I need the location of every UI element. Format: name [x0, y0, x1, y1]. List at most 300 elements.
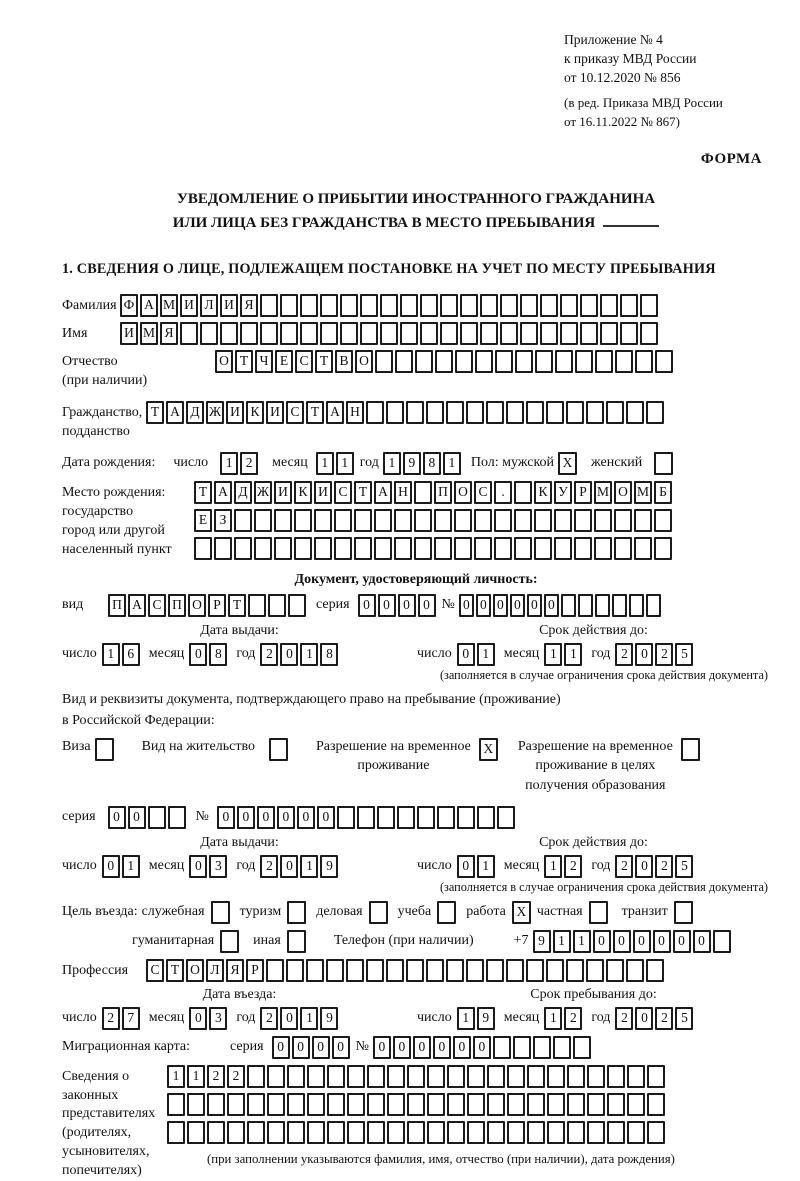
char-box[interactable] — [560, 294, 578, 317]
char-box[interactable] — [440, 322, 458, 345]
char-box[interactable] — [434, 509, 452, 532]
char-box[interactable]: Д — [234, 481, 252, 504]
purpose-gumanitarnaya-checkbox[interactable] — [220, 930, 239, 953]
char-box[interactable]: Н — [394, 481, 412, 504]
char-box[interactable]: 1 — [300, 1007, 318, 1030]
char-box[interactable]: 0 — [317, 806, 335, 829]
char-box[interactable]: 0 — [102, 855, 120, 878]
doc-kind-field[interactable] — [108, 594, 308, 617]
char-box[interactable]: И — [274, 481, 292, 504]
char-box[interactable] — [507, 1121, 525, 1144]
char-box[interactable] — [515, 350, 533, 373]
char-box[interactable]: А — [140, 294, 158, 317]
char-box[interactable]: М — [594, 481, 612, 504]
char-box[interactable] — [414, 537, 432, 560]
char-box[interactable]: 0 — [217, 806, 235, 829]
char-box[interactable]: К — [534, 481, 552, 504]
char-box[interactable] — [326, 959, 344, 982]
char-box[interactable]: 0 — [297, 806, 315, 829]
char-box[interactable] — [380, 322, 398, 345]
char-box[interactable]: И — [180, 294, 198, 317]
char-box[interactable]: 9 — [533, 930, 551, 953]
issue-year-field[interactable] — [260, 643, 340, 666]
char-box[interactable]: Т — [228, 594, 246, 617]
char-box[interactable] — [167, 1093, 185, 1116]
char-box[interactable]: П — [108, 594, 126, 617]
char-box[interactable] — [507, 1093, 525, 1116]
char-box[interactable] — [406, 959, 424, 982]
char-box[interactable] — [414, 509, 432, 532]
char-box[interactable]: О — [215, 350, 233, 373]
char-box[interactable] — [234, 537, 252, 560]
char-box[interactable] — [227, 1093, 245, 1116]
char-box[interactable] — [514, 509, 532, 532]
char-box[interactable] — [360, 322, 378, 345]
char-box[interactable] — [167, 1121, 185, 1144]
birthplace-field-row2[interactable] — [194, 509, 674, 532]
res-valid-day-field[interactable] — [457, 855, 497, 878]
char-box[interactable]: М — [160, 294, 178, 317]
char-box[interactable]: 0 — [457, 855, 475, 878]
char-box[interactable]: П — [168, 594, 186, 617]
char-box[interactable] — [387, 1065, 405, 1088]
char-box[interactable] — [494, 537, 512, 560]
char-box[interactable]: 1 — [544, 1007, 562, 1030]
char-box[interactable] — [647, 1065, 665, 1088]
char-box[interactable] — [460, 294, 478, 317]
char-box[interactable] — [214, 537, 232, 560]
char-box[interactable]: Я — [160, 322, 178, 345]
visa-checkbox[interactable] — [95, 738, 114, 761]
char-box[interactable]: 2 — [615, 855, 633, 878]
purpose-rabota-checkbox[interactable]: X — [512, 901, 531, 924]
char-box[interactable] — [497, 806, 515, 829]
name-field[interactable] — [120, 322, 660, 345]
char-box[interactable] — [427, 1065, 445, 1088]
char-box[interactable] — [500, 322, 518, 345]
char-box[interactable]: О — [614, 481, 632, 504]
char-box[interactable] — [467, 1065, 485, 1088]
char-box[interactable] — [280, 294, 298, 317]
char-box[interactable] — [567, 1065, 585, 1088]
char-box[interactable] — [400, 322, 418, 345]
char-box[interactable] — [646, 959, 664, 982]
char-box[interactable] — [514, 481, 532, 504]
char-box[interactable]: Ж — [254, 481, 272, 504]
char-box[interactable]: 0 — [189, 1007, 207, 1030]
char-box[interactable] — [647, 1093, 665, 1116]
char-box[interactable] — [287, 1065, 305, 1088]
char-box[interactable]: 1 — [336, 452, 354, 475]
char-box[interactable]: 2 — [655, 643, 673, 666]
char-box[interactable] — [647, 1121, 665, 1144]
char-box[interactable] — [566, 401, 584, 424]
char-box[interactable] — [573, 1036, 591, 1059]
char-box[interactable] — [366, 959, 384, 982]
char-box[interactable] — [377, 806, 395, 829]
char-box[interactable]: Т — [166, 959, 184, 982]
char-box[interactable] — [606, 959, 624, 982]
char-box[interactable] — [595, 350, 613, 373]
char-box[interactable] — [506, 959, 524, 982]
char-box[interactable]: Р — [246, 959, 264, 982]
char-box[interactable]: 8 — [320, 643, 338, 666]
char-box[interactable] — [467, 1121, 485, 1144]
char-box[interactable] — [274, 537, 292, 560]
profession-field[interactable] — [146, 959, 666, 982]
char-box[interactable] — [480, 294, 498, 317]
char-box[interactable] — [334, 537, 352, 560]
char-box[interactable] — [566, 959, 584, 982]
char-box[interactable] — [287, 1093, 305, 1116]
char-box[interactable] — [426, 959, 444, 982]
char-box[interactable] — [655, 350, 673, 373]
phone-field[interactable] — [533, 930, 733, 953]
char-box[interactable] — [634, 537, 652, 560]
purpose-sluzhebnaya-checkbox[interactable] — [211, 901, 230, 924]
char-box[interactable] — [427, 1121, 445, 1144]
char-box[interactable]: 2 — [615, 1007, 633, 1030]
res-valid-month-field[interactable] — [544, 855, 584, 878]
char-box[interactable]: Е — [275, 350, 293, 373]
surname-field[interactable] — [120, 294, 660, 317]
char-box[interactable] — [266, 959, 284, 982]
char-box[interactable]: 0 — [476, 594, 491, 617]
representatives-field-row3[interactable] — [167, 1121, 675, 1144]
char-box[interactable]: 1 — [102, 643, 120, 666]
char-box[interactable] — [387, 1093, 405, 1116]
representatives-field-row2[interactable] — [167, 1093, 675, 1116]
char-box[interactable]: Л — [200, 294, 218, 317]
char-box[interactable] — [374, 509, 392, 532]
char-box[interactable]: 0 — [653, 930, 671, 953]
char-box[interactable] — [347, 1065, 365, 1088]
char-box[interactable]: 9 — [320, 1007, 338, 1030]
char-box[interactable]: 0 — [635, 855, 653, 878]
char-box[interactable]: Я — [240, 294, 258, 317]
char-box[interactable] — [340, 294, 358, 317]
char-box[interactable] — [406, 401, 424, 424]
res-issue-day-field[interactable] — [102, 855, 142, 878]
char-box[interactable] — [487, 1121, 505, 1144]
char-box[interactable]: 0 — [108, 806, 126, 829]
char-box[interactable] — [417, 806, 435, 829]
birthplace-field-row3[interactable] — [194, 537, 674, 560]
char-box[interactable] — [294, 537, 312, 560]
char-box[interactable]: О — [355, 350, 373, 373]
char-box[interactable]: 0 — [473, 1036, 491, 1059]
char-box[interactable]: 0 — [527, 594, 542, 617]
char-box[interactable]: К — [246, 401, 264, 424]
issue-day-field[interactable] — [102, 643, 142, 666]
char-box[interactable]: 1 — [564, 643, 582, 666]
char-box[interactable] — [607, 1065, 625, 1088]
char-box[interactable]: 0 — [398, 594, 416, 617]
entry-day-field[interactable] — [102, 1007, 142, 1030]
char-box[interactable] — [407, 1065, 425, 1088]
char-box[interactable] — [546, 401, 564, 424]
char-box[interactable]: С — [286, 401, 304, 424]
stay-year-field[interactable] — [615, 1007, 695, 1030]
char-box[interactable] — [560, 322, 578, 345]
doc-number-field[interactable] — [459, 594, 663, 617]
char-box[interactable] — [600, 294, 618, 317]
char-box[interactable]: 0 — [189, 855, 207, 878]
char-box[interactable] — [495, 350, 513, 373]
char-box[interactable]: 0 — [189, 643, 207, 666]
char-box[interactable]: Ж — [206, 401, 224, 424]
char-box[interactable]: Я — [226, 959, 244, 982]
char-box[interactable] — [286, 959, 304, 982]
char-box[interactable]: 2 — [564, 855, 582, 878]
char-box[interactable] — [466, 401, 484, 424]
char-box[interactable] — [446, 401, 464, 424]
char-box[interactable] — [427, 1093, 445, 1116]
char-box[interactable]: Т — [354, 481, 372, 504]
char-box[interactable] — [457, 806, 475, 829]
char-box[interactable] — [247, 1121, 265, 1144]
char-box[interactable] — [654, 509, 672, 532]
valid-day-field[interactable] — [457, 643, 497, 666]
char-box[interactable]: 0 — [257, 806, 275, 829]
char-box[interactable] — [248, 594, 266, 617]
char-box[interactable] — [346, 959, 364, 982]
char-box[interactable]: И — [220, 294, 238, 317]
char-box[interactable]: Т — [315, 350, 333, 373]
char-box[interactable] — [487, 1093, 505, 1116]
char-box[interactable] — [366, 401, 384, 424]
char-box[interactable]: 9 — [403, 452, 421, 475]
char-box[interactable] — [254, 537, 272, 560]
char-box[interactable] — [367, 1121, 385, 1144]
char-box[interactable] — [466, 959, 484, 982]
char-box[interactable] — [380, 294, 398, 317]
char-box[interactable] — [207, 1121, 225, 1144]
char-box[interactable] — [554, 537, 572, 560]
char-box[interactable]: А — [326, 401, 344, 424]
char-box[interactable] — [280, 322, 298, 345]
char-box[interactable]: В — [335, 350, 353, 373]
char-box[interactable]: 0 — [673, 930, 691, 953]
birth-day-field[interactable] — [220, 452, 260, 475]
char-box[interactable]: 8 — [423, 452, 441, 475]
char-box[interactable] — [646, 401, 664, 424]
citizenship-field[interactable] — [146, 401, 666, 424]
char-box[interactable] — [387, 1121, 405, 1144]
char-box[interactable] — [207, 1093, 225, 1116]
temp-permit-checkbox[interactable]: X — [479, 738, 498, 761]
char-box[interactable] — [640, 322, 658, 345]
char-box[interactable] — [507, 1065, 525, 1088]
char-box[interactable]: 2 — [207, 1065, 225, 1088]
char-box[interactable]: 6 — [122, 643, 140, 666]
char-box[interactable] — [527, 1065, 545, 1088]
char-box[interactable] — [626, 959, 644, 982]
char-box[interactable] — [594, 509, 612, 532]
char-box[interactable]: 1 — [573, 930, 591, 953]
char-box[interactable]: 1 — [383, 452, 401, 475]
char-box[interactable] — [367, 1093, 385, 1116]
doc-series-field[interactable] — [358, 594, 438, 617]
char-box[interactable] — [627, 1121, 645, 1144]
char-box[interactable] — [437, 806, 455, 829]
char-box[interactable] — [506, 401, 524, 424]
char-box[interactable]: 1 — [544, 643, 562, 666]
char-box[interactable] — [455, 350, 473, 373]
char-box[interactable] — [580, 322, 598, 345]
char-box[interactable]: 0 — [378, 594, 396, 617]
char-box[interactable] — [227, 1121, 245, 1144]
char-box[interactable]: 0 — [457, 643, 475, 666]
char-box[interactable]: 0 — [433, 1036, 451, 1059]
char-box[interactable]: М — [140, 322, 158, 345]
char-box[interactable]: 0 — [272, 1036, 290, 1059]
char-box[interactable] — [500, 294, 518, 317]
char-box[interactable] — [394, 537, 412, 560]
char-box[interactable] — [254, 509, 272, 532]
char-box[interactable] — [267, 1121, 285, 1144]
char-box[interactable] — [420, 294, 438, 317]
char-box[interactable]: Ч — [255, 350, 273, 373]
char-box[interactable]: С — [334, 481, 352, 504]
char-box[interactable] — [407, 1093, 425, 1116]
char-box[interactable] — [327, 1121, 345, 1144]
char-box[interactable]: 2 — [240, 452, 258, 475]
char-box[interactable] — [612, 594, 627, 617]
char-box[interactable]: 1 — [300, 855, 318, 878]
char-box[interactable]: 0 — [237, 806, 255, 829]
char-box[interactable] — [520, 322, 538, 345]
char-box[interactable] — [595, 594, 610, 617]
char-box[interactable] — [200, 322, 218, 345]
entry-year-field[interactable] — [260, 1007, 340, 1030]
char-box[interactable] — [587, 1093, 605, 1116]
char-box[interactable] — [357, 806, 375, 829]
char-box[interactable]: 1 — [122, 855, 140, 878]
char-box[interactable]: Ф — [120, 294, 138, 317]
char-box[interactable]: 0 — [693, 930, 711, 953]
res-series-field[interactable] — [108, 806, 188, 829]
char-box[interactable] — [600, 322, 618, 345]
char-box[interactable] — [337, 806, 355, 829]
char-box[interactable]: А — [166, 401, 184, 424]
char-box[interactable] — [148, 806, 166, 829]
char-box[interactable] — [454, 509, 472, 532]
char-box[interactable] — [594, 537, 612, 560]
mc-number-field[interactable] — [373, 1036, 593, 1059]
char-box[interactable] — [587, 1121, 605, 1144]
birth-year-field[interactable] — [383, 452, 463, 475]
char-box[interactable] — [314, 537, 332, 560]
char-box[interactable] — [646, 594, 661, 617]
char-box[interactable]: И — [226, 401, 244, 424]
char-box[interactable] — [547, 1065, 565, 1088]
char-box[interactable]: С — [474, 481, 492, 504]
char-box[interactable] — [447, 1093, 465, 1116]
char-box[interactable] — [555, 350, 573, 373]
char-box[interactable]: К — [294, 481, 312, 504]
char-box[interactable]: 0 — [358, 594, 376, 617]
char-box[interactable]: 2 — [102, 1007, 120, 1030]
char-box[interactable]: 0 — [418, 594, 436, 617]
res-issue-year-field[interactable] — [260, 855, 340, 878]
char-box[interactable]: 5 — [675, 855, 693, 878]
char-box[interactable]: 2 — [260, 1007, 278, 1030]
purpose-tranzit-checkbox[interactable] — [674, 901, 693, 924]
char-box[interactable] — [180, 322, 198, 345]
res-issue-month-field[interactable] — [189, 855, 229, 878]
char-box[interactable] — [580, 294, 598, 317]
char-box[interactable]: С — [146, 959, 164, 982]
char-box[interactable]: 0 — [312, 1036, 330, 1059]
char-box[interactable] — [553, 1036, 571, 1059]
char-box[interactable]: Н — [346, 401, 364, 424]
char-box[interactable]: 9 — [320, 855, 338, 878]
char-box[interactable]: 0 — [292, 1036, 310, 1059]
char-box[interactable] — [574, 537, 592, 560]
char-box[interactable]: 2 — [260, 643, 278, 666]
char-box[interactable] — [397, 806, 415, 829]
char-box[interactable]: Е — [194, 509, 212, 532]
char-box[interactable]: 0 — [635, 1007, 653, 1030]
char-box[interactable]: Т — [235, 350, 253, 373]
char-box[interactable] — [300, 322, 318, 345]
residence-permit-checkbox[interactable] — [269, 738, 288, 761]
char-box[interactable]: 2 — [615, 643, 633, 666]
char-box[interactable] — [567, 1093, 585, 1116]
char-box[interactable] — [240, 322, 258, 345]
char-box[interactable] — [307, 1121, 325, 1144]
char-box[interactable] — [460, 322, 478, 345]
stay-day-field[interactable] — [457, 1007, 497, 1030]
char-box[interactable] — [486, 959, 504, 982]
char-box[interactable] — [420, 322, 438, 345]
char-box[interactable]: 0 — [544, 594, 559, 617]
char-box[interactable]: 0 — [373, 1036, 391, 1059]
char-box[interactable] — [634, 509, 652, 532]
char-box[interactable] — [586, 959, 604, 982]
char-box[interactable]: 1 — [316, 452, 334, 475]
char-box[interactable] — [540, 294, 558, 317]
char-box[interactable] — [586, 401, 604, 424]
char-box[interactable] — [474, 509, 492, 532]
char-box[interactable]: 1 — [477, 643, 495, 666]
char-box[interactable] — [354, 509, 372, 532]
char-box[interactable]: Т — [306, 401, 324, 424]
char-box[interactable]: 0 — [459, 594, 474, 617]
char-box[interactable] — [394, 509, 412, 532]
purpose-turizm-checkbox[interactable] — [287, 901, 306, 924]
char-box[interactable]: А — [374, 481, 392, 504]
char-box[interactable] — [426, 401, 444, 424]
char-box[interactable]: 2 — [260, 855, 278, 878]
char-box[interactable] — [187, 1093, 205, 1116]
char-box[interactable] — [320, 294, 338, 317]
char-box[interactable] — [407, 1121, 425, 1144]
char-box[interactable]: 0 — [332, 1036, 350, 1059]
char-box[interactable] — [614, 537, 632, 560]
char-box[interactable]: 0 — [280, 855, 298, 878]
char-box[interactable] — [561, 594, 576, 617]
char-box[interactable] — [547, 1121, 565, 1144]
char-box[interactable]: 1 — [553, 930, 571, 953]
char-box[interactable] — [540, 322, 558, 345]
char-box[interactable] — [494, 509, 512, 532]
char-box[interactable]: А — [128, 594, 146, 617]
char-box[interactable] — [547, 1093, 565, 1116]
char-box[interactable]: 2 — [655, 855, 673, 878]
char-box[interactable]: П — [434, 481, 452, 504]
